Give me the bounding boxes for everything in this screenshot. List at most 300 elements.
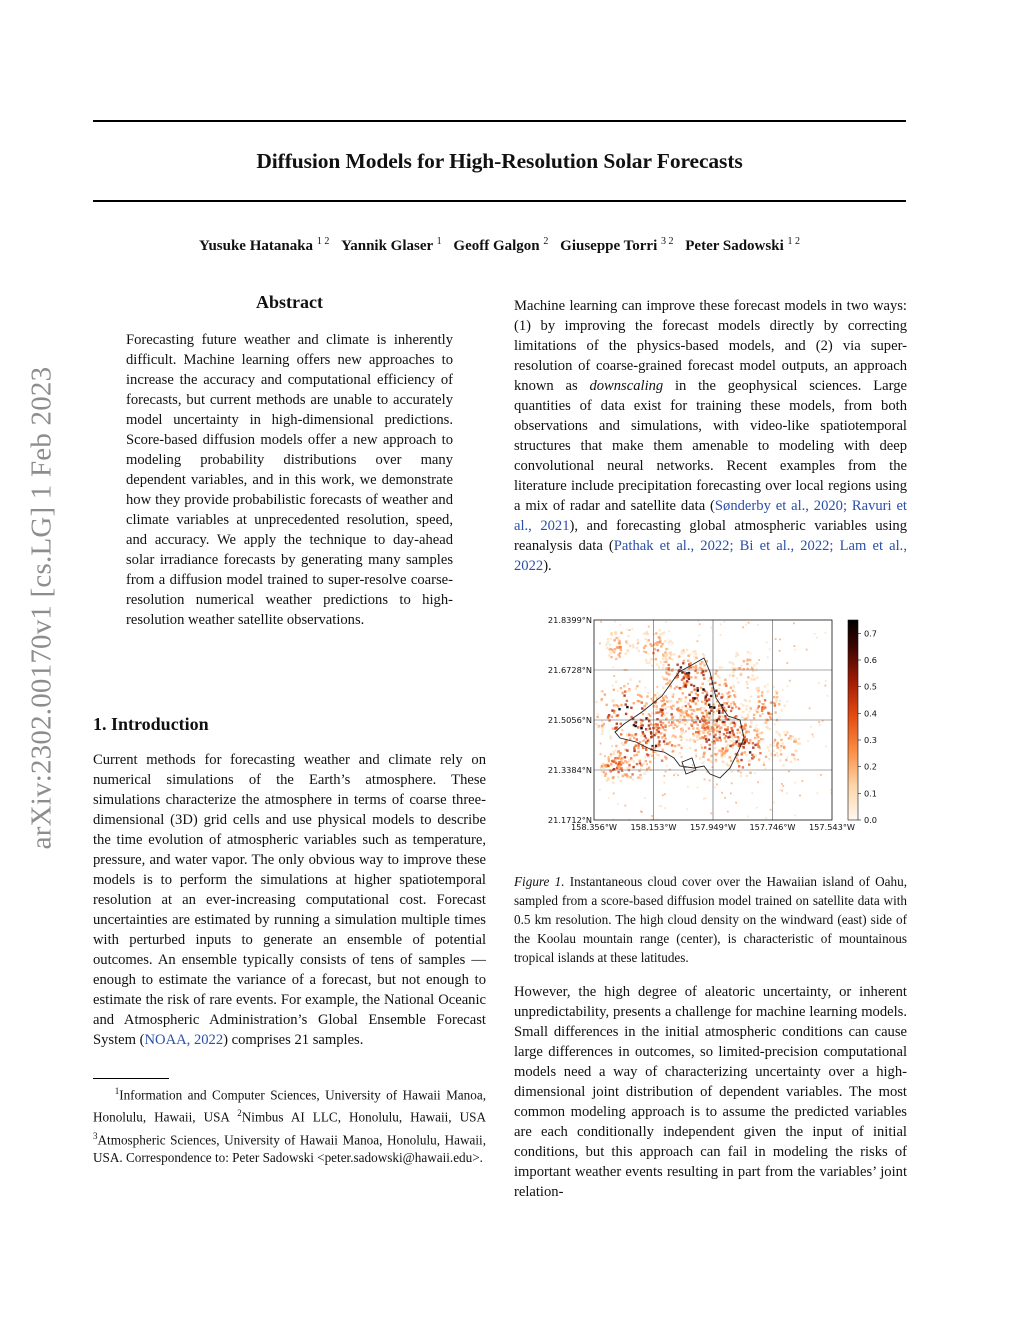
cloud-cell: [680, 666, 682, 668]
latitude-tick-label: 21.3384°N: [547, 765, 592, 775]
cloud-cell: [644, 756, 646, 758]
cloud-cell: [632, 766, 634, 768]
cloud-cell: [703, 752, 705, 754]
cloud-cell: [746, 683, 748, 685]
cloud-cell: [635, 733, 637, 735]
cloud-cell: [627, 683, 629, 685]
cloud-cell: [753, 664, 755, 666]
cloud-cell: [620, 687, 622, 689]
cloud-cell: [691, 691, 693, 693]
cloud-cell: [625, 653, 627, 655]
cloud-cell: [770, 809, 772, 811]
cloud-cell: [746, 717, 748, 719]
cloud-cell: [753, 717, 755, 719]
cloud-cell: [715, 725, 717, 727]
cloud-cell: [790, 738, 792, 740]
cloud-cell: [631, 734, 633, 736]
cloud-cell: [758, 705, 760, 707]
cloud-cell: [661, 749, 663, 751]
cloud-cell: [687, 786, 689, 788]
cloud-cell: [690, 654, 692, 656]
arxiv-sidebar: [22, 278, 62, 938]
cloud-cell: [708, 721, 710, 723]
cloud-cell: [644, 797, 646, 799]
cloud-cell: [690, 676, 692, 678]
cloud-cell: [671, 642, 673, 644]
cloud-cell: [648, 626, 650, 628]
cloud-cell: [662, 722, 664, 724]
cloud-cell: [682, 692, 684, 694]
cloud-cell: [782, 689, 784, 691]
cloud-cell: [630, 707, 632, 709]
citation-link[interactable]: Sønderby et al., 2020; Ravuri et al., 2021: [514, 498, 907, 534]
cloud-cell: [748, 731, 750, 733]
cloud-cell: [702, 762, 704, 764]
citation-link[interactable]: Pathak et al., 2022; Bi et al., 2022; Lam et al., 2022: [514, 538, 907, 574]
cloud-cell: [680, 732, 682, 734]
cloud-cell: [626, 700, 628, 702]
cloud-cell: [781, 742, 783, 744]
cloud-cell: [825, 746, 827, 748]
right-column-paragraph-2: [514, 982, 907, 1202]
cloud-cell: [633, 760, 635, 762]
cloud-cell: [709, 780, 711, 782]
cloud-cell: [769, 728, 771, 730]
cloud-cell: [764, 699, 766, 701]
cloud-cell: [767, 746, 769, 748]
cloud-cell: [731, 735, 733, 737]
paragraph-text: ) comprises 21 samples.: [223, 1032, 364, 1048]
cloud-cell: [599, 789, 601, 791]
cloud-cell: [636, 763, 638, 765]
cloud-cell: [741, 747, 743, 749]
cloud-cell: [801, 780, 803, 782]
cloud-cell: [612, 700, 614, 702]
cloud-cell: [631, 773, 633, 775]
cloud-cell: [790, 761, 792, 763]
cloud-cell: [684, 732, 686, 734]
cloud-cell: [608, 797, 610, 799]
cloud-cell: [773, 744, 775, 746]
cloud-cell: [686, 808, 688, 810]
cloud-cell: [633, 750, 635, 752]
cloud-cell: [685, 712, 687, 714]
cloud-cell: [704, 779, 706, 781]
cloud-cell: [663, 654, 665, 656]
cloud-cell: [698, 635, 700, 637]
cloud-cell: [611, 745, 613, 747]
cloud-cell: [657, 649, 659, 651]
cloud-cell: [762, 738, 764, 740]
cloud-cell: [706, 713, 708, 715]
cloud-cell: [656, 663, 658, 665]
cloud-cell: [664, 807, 666, 809]
cloud-cell: [691, 700, 693, 702]
cloud-cell: [595, 723, 597, 725]
cloud-cell: [700, 744, 702, 746]
cloud-cell: [656, 705, 658, 707]
cloud-cell: [756, 730, 758, 732]
cloud-cell: [690, 723, 692, 725]
cloud-cell: [705, 711, 707, 713]
cloud-cell: [756, 711, 758, 713]
cloud-cell: [631, 628, 633, 630]
cloud-cell: [663, 775, 665, 777]
latitude-tick-label: 21.5056°N: [547, 715, 592, 725]
cloud-cell: [719, 739, 721, 741]
cloud-cell: [608, 760, 610, 762]
cloud-cell: [620, 780, 622, 782]
citation-link[interactable]: NOAA, 2022: [144, 1032, 224, 1048]
cloud-cell: [626, 749, 628, 751]
cloud-cell: [786, 756, 788, 758]
cloud-cell: [617, 803, 619, 805]
cloud-cell: [601, 733, 603, 735]
cloud-cell: [668, 667, 670, 669]
cloud-cell: [709, 744, 711, 746]
cloud-cell: [703, 732, 705, 734]
cloud-cell: [724, 679, 726, 681]
cloud-cell: [737, 681, 739, 683]
latitude-tick-label: 21.8399°N: [547, 615, 592, 625]
cloud-cell: [769, 744, 771, 746]
cloud-cell: [620, 761, 622, 763]
cloud-cell: [749, 707, 751, 709]
cloud-cell: [625, 703, 627, 705]
cloud-cell: [611, 716, 613, 718]
cloud-cell: [710, 690, 712, 692]
cloud-cell: [778, 703, 780, 705]
author: [199, 238, 329, 254]
latitude-ticks: [548, 615, 592, 825]
cloud-cell: [730, 703, 732, 705]
cloud-cell: [730, 710, 732, 712]
colorbar-tick-label: 0.3: [864, 735, 878, 745]
cloud-cell: [718, 716, 720, 718]
cloud-cell: [727, 726, 729, 728]
cloud-cell: [707, 727, 709, 729]
cloud-cell: [756, 733, 758, 735]
cloud-cell: [756, 662, 758, 664]
cloud-cell: [649, 715, 651, 717]
cloud-cell: [617, 751, 619, 753]
cloud-cell: [621, 692, 623, 694]
cloud-cell: [699, 757, 701, 759]
cloud-cell: [679, 752, 681, 754]
cloud-cell: [750, 696, 752, 698]
cloud-cell: [734, 703, 736, 705]
cloud-cell: [795, 740, 797, 742]
cloud-cell: [656, 644, 658, 646]
cloud-cell: [680, 747, 682, 749]
cloud-cell: [620, 733, 622, 735]
cloud-cell: [597, 716, 599, 718]
cloud-cell: [664, 715, 666, 717]
cloud-cell: [647, 641, 649, 643]
cloud-cell: [648, 767, 650, 769]
paragraph-text: However, the high degree of aleatoric uncertainty, or inherent unpredictability, presents a challenge for machine learning models. Small differences in the initial atmospheric conditions can cause large differences in outcomes, so limited-precision computational models need a way of characterizing uncertainty over a high-dimensional joint distribution of dependent variables. The most common modeling approach is to assume the predicted variables are each conditionally independent given the input of initial conditions, but this approach can fail in modeling the risks of important weather events resulting in part from the variables’ joint relation-: [514, 984, 907, 1200]
cloud-cell: [703, 663, 705, 665]
cloud-cell: [687, 655, 689, 657]
cloud-cell: [767, 690, 769, 692]
cloud-cell: [747, 687, 749, 689]
author: [341, 238, 442, 254]
cloud-cell: [662, 664, 664, 666]
cloud-cell: [697, 724, 699, 726]
cloud-cell: [610, 656, 612, 658]
cloud-cell: [773, 696, 775, 698]
cloud-cell: [624, 741, 626, 743]
cloud-cell: [688, 727, 690, 729]
cloud-cell: [661, 739, 663, 741]
cloud-cell: [770, 713, 772, 715]
cloud-cell: [743, 660, 745, 662]
author: [453, 238, 548, 254]
cloud-cell: [744, 728, 746, 730]
cloud-cell: [661, 643, 663, 645]
cloud-cell: [692, 666, 694, 668]
cloud-cell: [697, 787, 699, 789]
cloud-cell: [733, 725, 735, 727]
cloud-cell: [607, 777, 609, 779]
cloud-cell: [638, 650, 640, 652]
cloud-cell: [716, 730, 718, 732]
introduction-body: [93, 750, 486, 1050]
cloud-cell: [782, 764, 784, 766]
cloud-cell: [676, 664, 678, 666]
cloud-cell: [674, 745, 676, 747]
cloud-cell: [713, 720, 715, 722]
cloud-cell: [651, 665, 653, 667]
cloud-cell: [732, 667, 734, 669]
cloud-cell: [613, 793, 615, 795]
cloud-cell: [783, 731, 785, 733]
cloud-cell: [698, 729, 700, 731]
cloud-cell: [779, 759, 781, 761]
cloud-cell: [643, 633, 645, 635]
cloud-cell: [712, 713, 714, 715]
cloud-cell: [659, 633, 661, 635]
cloud-cell: [768, 758, 770, 760]
cloud-cell: [642, 763, 644, 765]
latitude-tick-label: 21.1712°N: [547, 815, 592, 825]
cloud-cell: [707, 759, 709, 761]
cloud-cell: [612, 751, 614, 753]
cloud-cell: [686, 739, 688, 741]
cloud-cell: [696, 708, 698, 710]
cloud-cell: [777, 747, 779, 749]
cloud-cell: [780, 746, 782, 748]
author-name: Yannik Glaser: [341, 238, 433, 254]
cloud-cell: [812, 734, 814, 736]
cloud-cell: [758, 659, 760, 661]
cloud-cell: [656, 708, 658, 710]
cloud-cell: [613, 689, 615, 691]
cloud-cell: [626, 775, 628, 777]
longitude-ticks: [571, 822, 855, 832]
author: [685, 238, 800, 254]
cloud-cell: [681, 652, 683, 654]
cloud-cell: [684, 724, 686, 726]
cloud-cell: [621, 757, 623, 759]
cloud-cell: [607, 717, 609, 719]
cloud-cell: [692, 733, 694, 735]
cloud-cell: [692, 651, 694, 653]
cloud-cell: [783, 747, 785, 749]
cloud-cell: [645, 687, 647, 689]
cloud-cell: [765, 768, 767, 770]
cloud-cell: [730, 727, 732, 729]
cloud-cell: [635, 745, 637, 747]
cloud-cell: [636, 754, 638, 756]
cloud-cell: [632, 778, 634, 780]
cloud-cell: [754, 678, 756, 680]
cloud-cell: [639, 760, 641, 762]
cloud-cell: [748, 742, 750, 744]
cloud-cell: [664, 729, 666, 731]
cloud-cell: [673, 693, 675, 695]
cloud-cell: [662, 658, 664, 660]
cloud-cell: [603, 767, 605, 769]
cloud-cell: [613, 666, 615, 668]
cloud-cell: [693, 721, 695, 723]
cloud-cell: [818, 721, 820, 723]
colorbar-tick-label: 0.2: [864, 761, 878, 772]
cloud-cell: [769, 648, 771, 650]
cloud-cell: [636, 647, 638, 649]
cloud-cell: [737, 732, 739, 734]
cloud-cell: [702, 688, 704, 690]
cloud-cell: [781, 790, 783, 792]
figure-1-cloud-map: [514, 606, 907, 836]
cloud-cell: [731, 662, 733, 664]
cloud-cell: [729, 731, 731, 733]
cloud-cell: [715, 723, 717, 725]
cloud-cell: [766, 641, 768, 643]
cloud-cell: [599, 643, 601, 645]
cloud-cell: [777, 696, 779, 698]
cloud-cell: [756, 807, 758, 809]
cloud-cell: [629, 776, 631, 778]
cloud-cell: [678, 687, 680, 689]
cloud-cell: [776, 731, 778, 733]
cloud-cell: [655, 658, 657, 660]
cloud-cell: [736, 652, 738, 654]
cloud-cell: [672, 721, 674, 723]
cloud-cell: [776, 744, 778, 746]
cloud-cell: [709, 683, 711, 685]
cloud-cell: [730, 705, 732, 707]
cloud-cell: [740, 772, 742, 774]
cloud-cell: [749, 751, 751, 753]
cloud-cell: [665, 667, 667, 669]
cloud-cell: [736, 760, 738, 762]
cloud-cell: [725, 740, 727, 742]
cloud-cell: [729, 745, 731, 747]
cloud-cell: [733, 722, 735, 724]
cloud-cell: [606, 647, 608, 649]
cloud-cell: [649, 727, 651, 729]
cloud-cell: [762, 713, 764, 715]
cloud-cell: [730, 760, 732, 762]
cloud-cell: [706, 700, 708, 702]
cloud-cell: [794, 782, 796, 784]
cloud-cell: [646, 753, 648, 755]
cloud-cell: [692, 764, 694, 766]
author-affiliation: 1 2: [787, 236, 800, 247]
cloud-cell: [768, 750, 770, 752]
cloud-cell: [724, 723, 726, 725]
cloud-cell: [680, 698, 682, 700]
cloud-cell: [651, 698, 653, 700]
paragraph-text: ), and forecasting global atmospheric variables using reanalysis data (: [514, 518, 907, 554]
cloud-cell: [671, 736, 673, 738]
cloud-cell: [666, 659, 668, 661]
cloud-cell: [639, 694, 641, 696]
cloud-cell: [609, 651, 611, 653]
cloud-cell: [758, 690, 760, 692]
cloud-cell: [619, 652, 621, 654]
cloud-cell: [745, 700, 747, 702]
author-affiliation: 2: [543, 236, 549, 247]
cloud-cell: [619, 642, 621, 644]
cloud-cell: [735, 655, 737, 657]
cloud-cell: [661, 805, 663, 807]
cloud-cell: [603, 723, 605, 725]
cloud-cell: [810, 726, 812, 728]
cloud-cell: [655, 745, 657, 747]
cloud-cell: [685, 705, 687, 707]
cloud-cell: [708, 698, 710, 700]
cloud-cell: [666, 706, 668, 708]
cloud-cell: [629, 678, 631, 680]
cloud-cell: [636, 738, 638, 740]
colorbar-tick-label: 0.0: [864, 815, 878, 825]
cloud-cell: [732, 739, 734, 741]
cloud-cell: [774, 703, 776, 705]
cloud-cell: [698, 667, 700, 669]
cloud-cell: [609, 735, 611, 737]
cloud-cell: [614, 621, 616, 623]
cloud-cell: [717, 675, 719, 677]
cloud-cell: [655, 632, 657, 634]
cloud-cell: [639, 681, 641, 683]
cloud-cell: [626, 733, 628, 735]
cloud-cell: [798, 738, 800, 740]
cloud-cell: [745, 730, 747, 732]
cloud-cell: [662, 700, 664, 702]
cloud-cell: [617, 771, 619, 773]
cloud-cell: [620, 649, 622, 651]
cloud-cell: [734, 696, 736, 698]
cloud-cell: [648, 653, 650, 655]
cloud-cell: [686, 649, 688, 651]
cloud-cell: [794, 645, 796, 647]
cloud-cell: [708, 711, 710, 713]
cloud-cell: [685, 685, 687, 687]
cloud-cell: [694, 676, 696, 678]
cloud-cell: [662, 704, 664, 706]
cloud-cell: [681, 739, 683, 741]
cloud-cell: [752, 756, 754, 758]
cloud-cell: [656, 733, 658, 735]
cloud-cell: [607, 765, 609, 767]
cloud-cell: [693, 739, 695, 741]
cloud-cell: [691, 713, 693, 715]
cloud-cell: [666, 653, 668, 655]
cloud-cell: [659, 639, 661, 641]
cloud-cell: [644, 705, 646, 707]
